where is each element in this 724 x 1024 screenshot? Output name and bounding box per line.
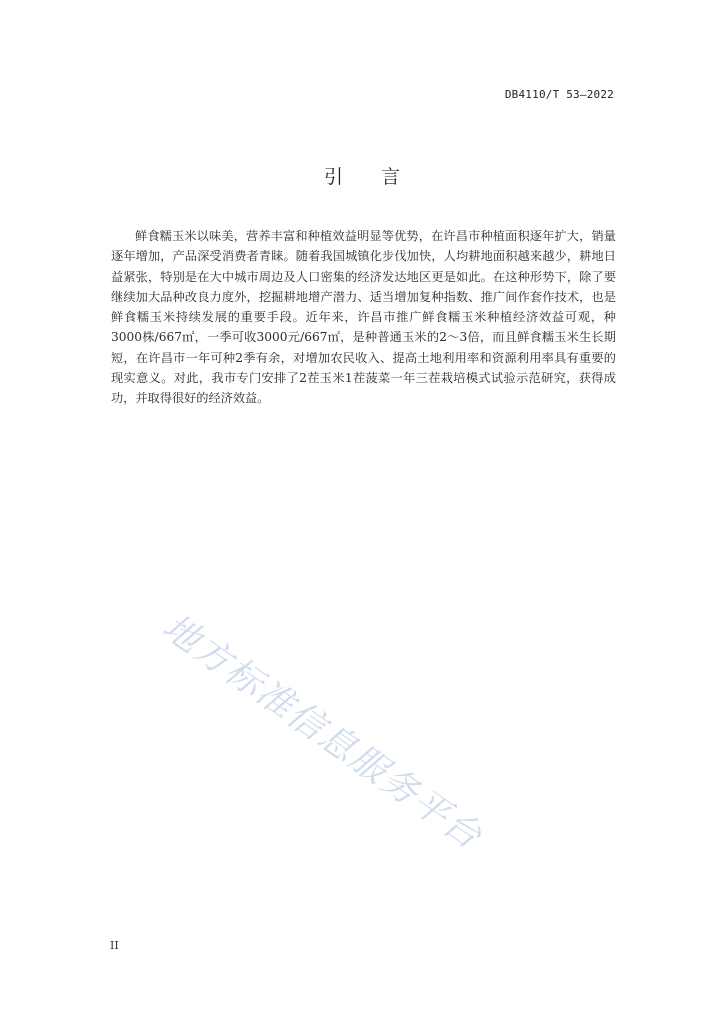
standard-code: DB4110/T 53—2022 — [504, 88, 614, 101]
page-number: II — [110, 939, 119, 952]
watermark: 地方标准信息服务平台 — [154, 606, 490, 859]
section-title: 引言 — [323, 166, 438, 188]
intro-paragraph: 鲜食糯玉米以味美，营养丰富和种植效益明显等优势，在许昌市种植面积逐年扩大，销量逐年增加，产品深受消费者青睐。随着我国城镇化步伐加快，人均耕地面积越来越少，耕地日益紧张，特别是在大中城市周边及人口密集的经济发达地区更是如此。在这种形势下，除了要继续加大品种改良力度外，挖掘耕地增产潜力、适当增加复种指数、推广间作套作技术，也是鲜食糯玉米持续发展的重要手段。近年来，许昌市推广鲜食糯玉米种植经济效益可观，种3000株/667㎡，一季可收3000元/667㎡，是种普通玉米的2～3倍，而且鲜食糯玉米生长期短，在许昌市一年可种2季有余，对增加农民收入、提高土地利用率和资源利用率具有重要的现实意义。对此，我市专门安排了2茬玉米1茬菠菜一年三茬栽培模式试验示范研究，获得成功，并取得很好的经济效益。 — [111, 229, 616, 406]
